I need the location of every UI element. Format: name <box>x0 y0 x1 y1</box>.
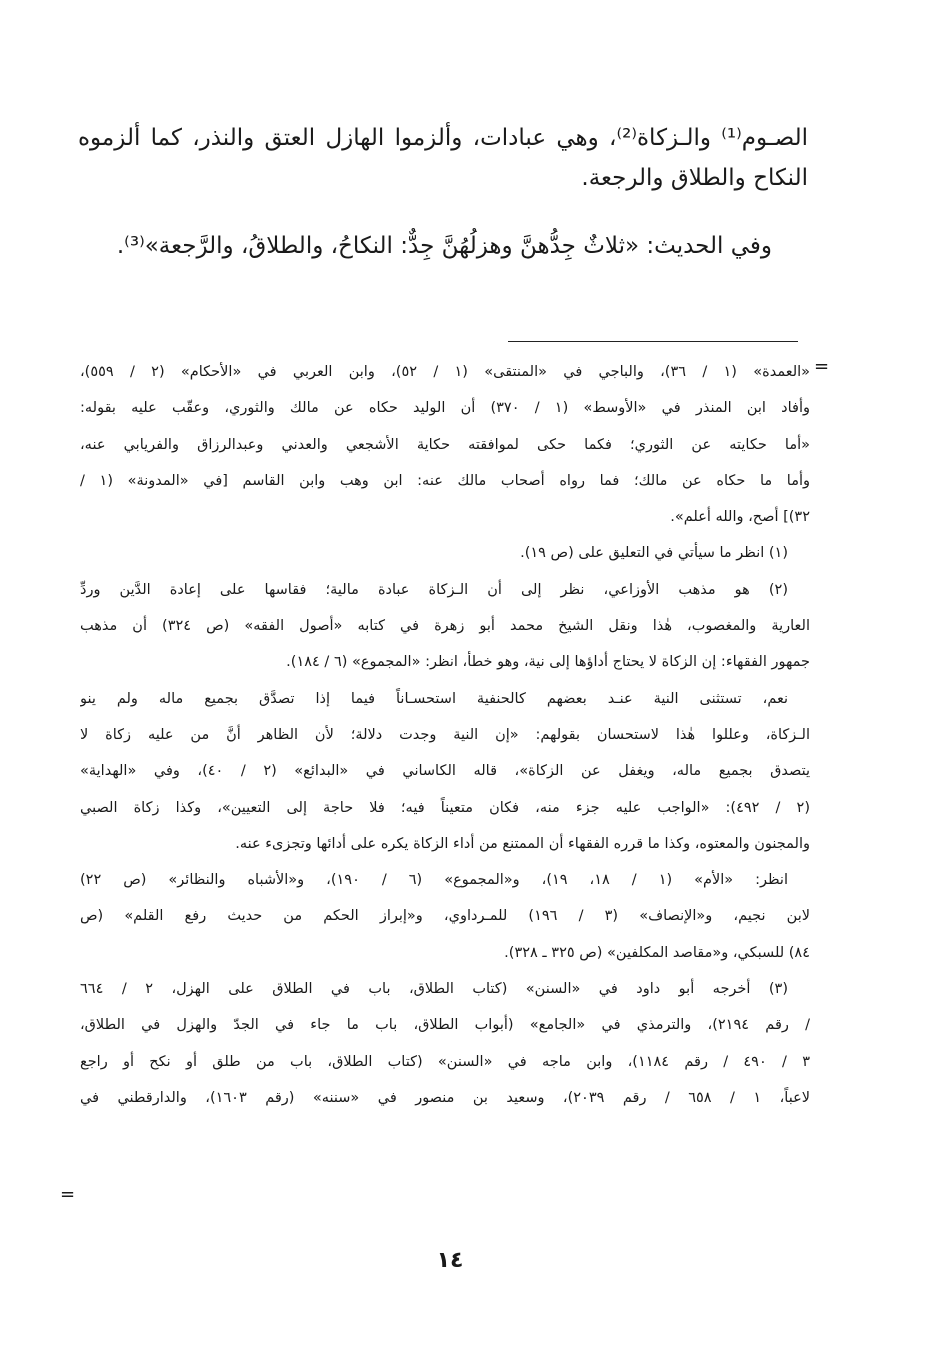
footnote-line: لاعباً، ١ / ٦٥٨ / رقم ٢٠٣٩)، وسعيد بن منصور في «سننه» (رقم ١٦٠٣)، والدارقطني في <box>80 1089 810 1106</box>
main-paragraph-2: وفي الحديث: «ثلاثٌ جِدُّهنَّ وهزلُهُنَّ جِدٌّ: النكاحُ، والطلاقُ، والرَّجعة»⁽³⁾. <box>116 233 772 259</box>
footnote-line: جمهور الفقهاء: إن الزكاة لا يحتاج أداؤها إلى نية، وهو خطأ، انظر: «المجموع» (٦ / ١٨٤). <box>286 654 810 671</box>
footnotes <box>80 354 810 1116</box>
footnote-3: (٣) أخرجه أبو داود في «السنن» (كتاب الطلاق، باب في الطلاق على الهزل، ٢ / ٦٦٤ <box>80 981 788 998</box>
page-number: ١٤ <box>436 1248 464 1273</box>
main-paragraph-1: الصـوم⁽¹⁾ والـزكاة⁽²⁾، وهي عبادات، وألزموا الهازل العتق والنذر، كما ألزموه النكاح والطلاق والرجعة. <box>78 125 808 191</box>
footnote-line: «أما حكايته عن الثوري؛ فكما حكى لموافقته حكاية الأشجعي والعدني وعبدالرزاق والفريابي عنه، <box>80 436 810 453</box>
footnote-line: ٣٢)] أصح، والله أعلم». <box>670 509 810 526</box>
footnote-line: «العمدة» (١ / ٣٦)، والباجي في «المنتقى» (١ / ٥٢)، وابن العربي في «الأحكام» (٢ / ٥٥٩)، <box>80 364 810 380</box>
footnote-line: والمجنون والمعتوه، وكذا ما قرره الفقهاء أن الممتنع من أداء الزكاة يكره على أدائها وتجزىء عنه. <box>235 835 810 852</box>
footnote-line: الـزكاة، وعللوا هٰذا لاستحسان بقولهم: «إن النية وجدت دلالة؛ لأن الظاهر أنَّ من عليه زكاة لا <box>80 726 810 743</box>
footnote-line: (٢ / ٤٩٢): «الواجب عليه جزء منه، فكان متعيناً فيه؛ فلا حاجة إلى التعيين»، وكذا زكاة الصبي <box>80 799 810 816</box>
footnote-line: ٨٤) للسبكي، و«مقاصد المكلفين» (ص ٣٢٥ ـ ٣٢٨). <box>504 944 810 961</box>
footnote-line: وأفاد ابن المنذر في «الأوسط» (١ / ٣٧٠) أن الوليد حكاه عن مالك والثوري، وعقّب عليه بقوله: <box>80 400 810 417</box>
footnote-2: (٢) هو مذهب الأوزاعي، نظر إلى أن الـزكاة عبادة مالية؛ فقاسها على إعادة الدَّين وردِّ <box>80 581 788 598</box>
footnote-line: انظر: «الأم» (١ / ١٨، ١٩)، و«المجموع» (٦ / ١٩٠)، و«الأشباه والنظائر» (ص ٢٢) <box>80 872 788 889</box>
footnote-line: العارية والمغصوب، هٰذا ونقل الشيخ محمد أبو زهرة في كتابه «أصول الفقه» (ص ٣٢٤) أن مذهب <box>80 618 810 635</box>
continuation-mark-top: = <box>814 356 830 377</box>
footnote-line: ٣ / ٤٩٠ / رقم ١١٨٤)، وابن ماجه في «السنن» (كتاب الطلاق، باب من طلق أو نكح أو راجع <box>80 1053 810 1070</box>
footnote-line: نعم، تستثنى النية عنـد بعضهم كالحنفية استحسـاناً فيما إذا تصدَّق بجميع ماله ولم ينو <box>80 690 788 707</box>
footnote-line: يتصدق بجميع ماله، ويغفل عن الزكاة»، قاله الكاساني في «البدائع» (٢ / ٤٠)، وفي «الهداية» <box>80 763 810 780</box>
footnote-line: وأما ما حكاه عن مالك؛ فما رواه أصحاب مالك عنه: ابن وهب وابن القاسم [في «المدونة» (١ / <box>80 472 810 489</box>
footnote-divider <box>508 341 798 342</box>
footnote-line: لابن نجيم، و«الإنصاف» (٣ / ١٩٦) للمـرداوي، و«إبراز الحكم من حديث رفع القلم» (ص <box>80 908 810 925</box>
footnote-1: (١) انظر ما سيأتي في التعليق على (ص ١٩). <box>520 545 788 562</box>
continuation-mark-bottom: = <box>60 1184 76 1205</box>
footnote-line: / رقم ٢١٩٤)، والترمذي في «الجامع» (أبواب الطلاق، باب ما جاء في الجدّ والهزل في الطلاق، <box>80 1017 810 1034</box>
